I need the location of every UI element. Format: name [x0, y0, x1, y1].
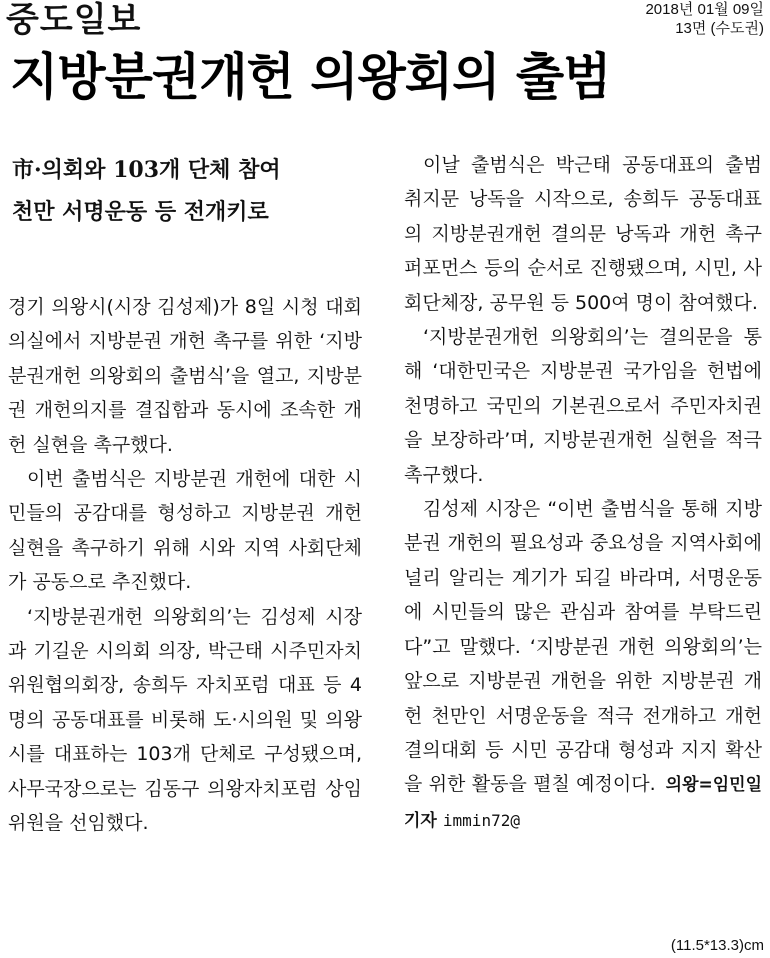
subhead-spacer — [8, 232, 362, 290]
subhead-1: 市·의회와 103개 단체 참여 — [12, 157, 281, 183]
paragraph-right-3-text: 김성제 시장은 “이번 출범식을 통해 지방분권 개헌의 필요성과 중요성을 지역사회에 널리 알리는 계기가 되길 바라며, 서명운동에 시민들의 많은 관심과 참여를 부탁드린다”고 말했다. ‘지방분권 개헌 의왕회의’는 앞으로 지방분권 개헌을 위한 지방분권 개헌 천만인 서명운동을 적극 전개하고 개헌 결의대회 등 시민 공감대 형성과 지지 확산을 위한 활동을 펼칠 예정이다. — [404, 498, 762, 796]
paragraph-left-1: 경기 의왕시(시장 김성제)가 8일 시청 대회의실에서 지방분권 개헌 촉구를 위한 ‘지방분권개헌 의왕회의 출범식’을 열고, 지방분권 개헌의지를 결집함과 동시에 조속한 개헌 실현을 촉구했다. — [8, 296, 362, 456]
issue-date: 2018년 01월 09일 — [645, 1, 764, 18]
clipping-size-note: (11.5*13.3)cm — [670, 937, 764, 954]
paragraph-right-3 — [404, 492, 762, 838]
paragraph-left-3: ‘지방분권개헌 의왕회의’는 김성제 시장과 기길운 시의회 의장, 박근태 시주민자치위원협의회장, 송희두 자치포럼 대표 등 4명의 공동대표를 비롯해 도·시의원 및 의왕시를 대표하는 103개 단체로 구성됐으며, 사무국장으로는 김동구 의왕자치포럼 상임위원을 선임했다. — [8, 605, 362, 835]
reporter-email: immin72@ — [442, 810, 520, 830]
paragraph-right-2: ‘지방분권개헌 의왕회의’는 결의문을 통해 ‘대한민국은 지방분권 국가임을 헌법에 천명하고 국민의 기본권으로서 주민자치권을 보장하라’며, 지방분권개헌 실현을 적극 촉구했다. — [404, 326, 762, 486]
paragraph-left-2: 이번 출범식은 지방분권 개헌에 대한 시민들의 공감대를 형성하고 지방분권 개헌 실현을 촉구하기 위해 시와 지역 사회단체가 공동으로 추진했다. — [8, 468, 362, 594]
newspaper-masthead: 중도일보 — [6, 0, 142, 40]
paragraph-right-1: 이날 출범식은 박근태 공동대표의 출범 취지문 낭독을 시작으로, 송희두 공동대표의 지방분권개헌 결의문 낭독과 개헌 촉구 퍼포먼스 등의 순서로 진행됐으며, 시민, 사회단체장, 공무원 등 500여 명이 참여했다. — [404, 154, 762, 314]
issue-meta — [645, 0, 764, 38]
page-section: 13면 (수도권) — [675, 20, 764, 37]
article-column-left — [8, 148, 362, 841]
byline: 의왕=임민일 기자 — [404, 775, 762, 831]
article-headline: 지방분권개헌 의왕회의 출범 — [10, 48, 611, 106]
article-column-right — [404, 148, 762, 838]
subhead-2: 천만 서명운동 등 전개키로 — [12, 199, 269, 225]
